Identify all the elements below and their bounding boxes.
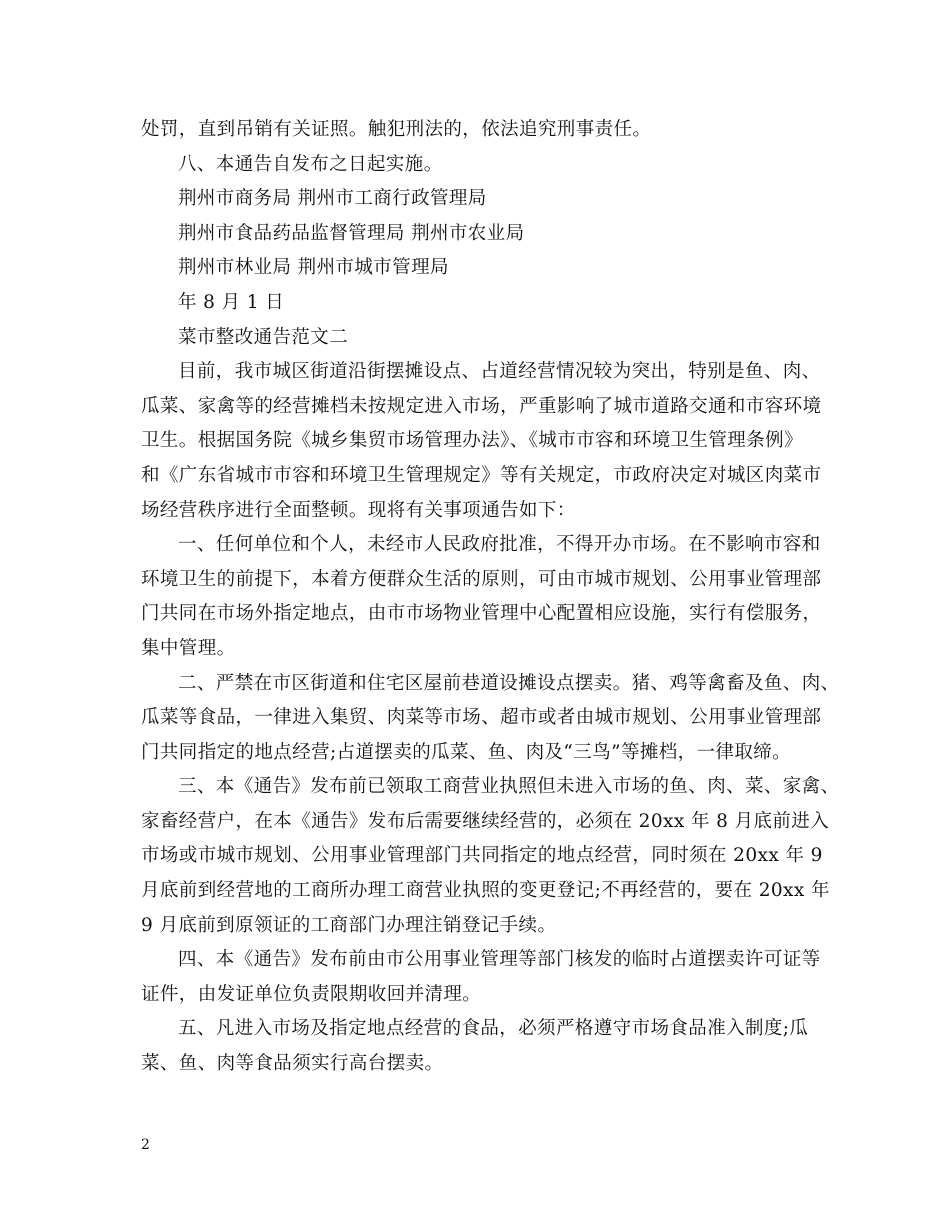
text-line: 三、本《通告》发布前已领取工商营业执照但未进入市场的鱼、肉、菜、家禽、 bbox=[178, 776, 840, 798]
text-line: 月底前到经营地的工商所办理工商营业执照的变更登记;不再经营的，要在 20xx 年 bbox=[141, 880, 830, 902]
text-line: 八、本通告自发布之日起实施。 bbox=[178, 153, 443, 175]
text-line: 年 8 月 1 日 bbox=[178, 291, 285, 313]
text-line: 市场或市城市规划、公用事业管理部门共同指定的地点经营，同时须在 20xx 年 9 bbox=[141, 845, 823, 867]
text-line: 五、凡进入市场及指定地点经营的食品，必须严格遵守市场食品准入制度;瓜 bbox=[178, 1018, 809, 1040]
text-line: 菜、鱼、肉等食品须实行高台摆卖。 bbox=[141, 1053, 444, 1075]
text-line: 处罚，直到吊销有关证照。触犯刑法的，依法追究刑事责任。 bbox=[141, 119, 652, 140]
text-line: 9 月底前到原领证的工商部门办理注销登记手续。 bbox=[141, 914, 557, 936]
text-line: 菜市整改通告范文二 bbox=[178, 326, 349, 348]
text-line: 集中管理。 bbox=[141, 637, 236, 659]
text-line: 门共同指定的地点经营;占道摆卖的瓜菜、鱼、肉及“三鸟”等摊档，一律取缔。 bbox=[141, 741, 792, 763]
text-line: 荆州市食品药品监督管理局 荆州市农业局 bbox=[178, 222, 525, 244]
text-line: 瓜菜、家禽等的经营摊档未按规定进入市场，严重影响了城市道路交通和市容环境 bbox=[141, 395, 822, 417]
text-line: 瓜菜等食品，一律进入集贸、肉菜等市场、超市或者由城市规划、公用事业管理部 bbox=[141, 707, 822, 729]
text-line: 证件，由发证单位负责限期收回并清理。 bbox=[141, 983, 482, 1005]
document-body bbox=[141, 113, 840, 1082]
text-line: 二、严禁在市区街道和住宅区屋前巷道设摊设点摆卖。猪、鸡等禽畜及鱼、肉、 bbox=[178, 672, 840, 694]
text-line: 目前，我市城区街道沿街摆摊设点、占道经营情况较为突出，特别是鱼、肉、 bbox=[178, 361, 821, 383]
text-line: 四、本《通告》发布前由市公用事业管理等部门核发的临时占道摆卖许可证等 bbox=[178, 949, 821, 971]
text-line: 和《广东省城市市容和环境卫生管理规定》等有关规定，市政府决定对城区肉菜市 bbox=[141, 464, 822, 486]
text-line: 荆州市林业局 荆州市城市管理局 bbox=[178, 257, 449, 279]
text-line: 卫生。根据国务院《城乡集贸市场管理办法》、《城市市容和环境卫生管理条例》 bbox=[141, 430, 803, 452]
text-line: 场经营秩序进行全面整顿。现将有关事项通告如下： bbox=[141, 499, 576, 521]
text-line: 环境卫生的前提下，本着方便群众生活的原则，可由市城市规划、公用事业管理部 bbox=[141, 568, 822, 590]
page-number: 2 bbox=[141, 1137, 150, 1153]
text-line: 一、任何单位和个人，未经市人民政府批准，不得开办市场。在不影响市容和 bbox=[178, 534, 821, 556]
text-line: 荆州市商务局 荆州市工商行政管理局 bbox=[178, 188, 487, 210]
text-line: 门共同在市场外指定地点，由市市场物业管理中心配置相应设施，实行有偿服务， bbox=[141, 603, 822, 625]
text-line: 家畜经营户，在本《通告》发布后需要继续经营的，必须在 20xx 年 8 月底前进入 bbox=[141, 810, 830, 832]
